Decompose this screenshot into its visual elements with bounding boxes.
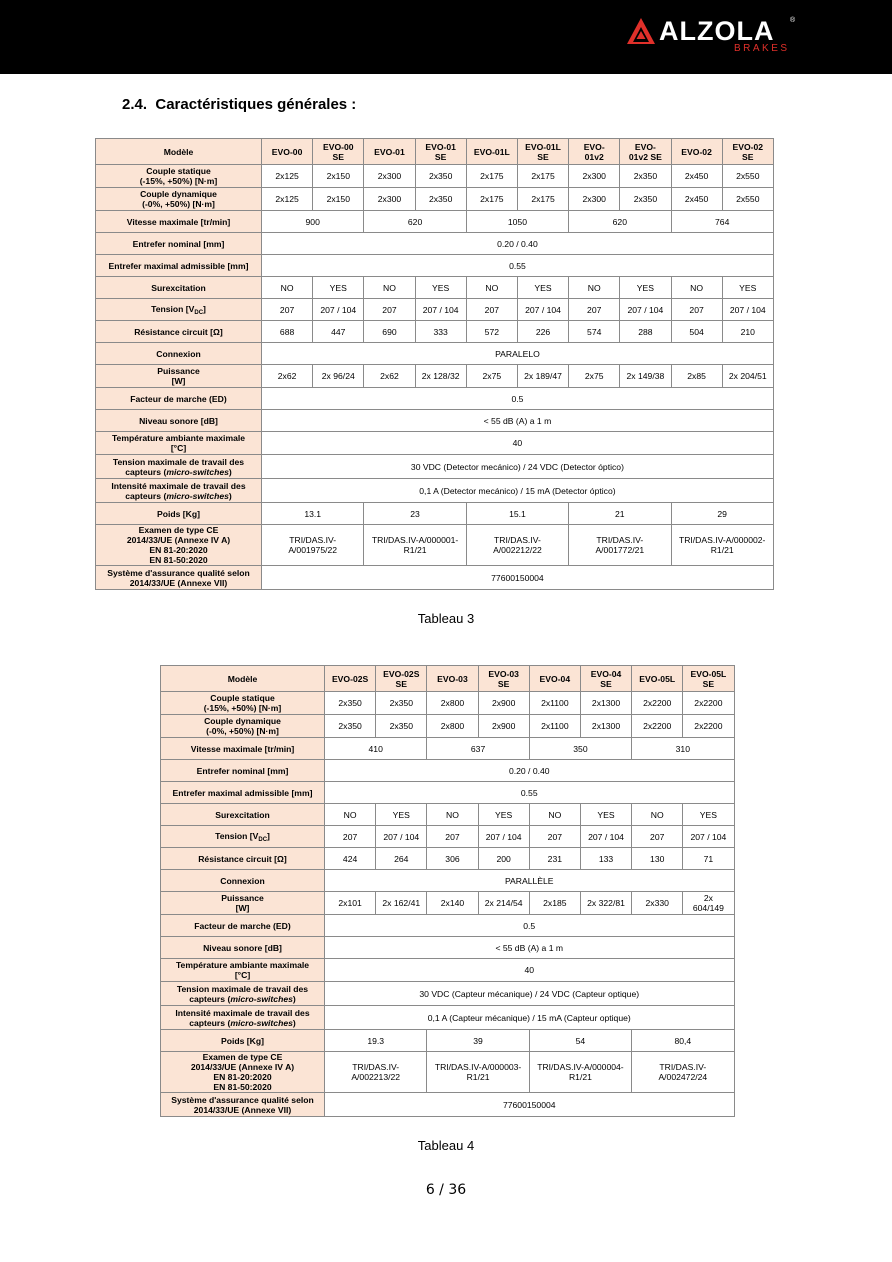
table-row xyxy=(161,782,735,804)
table-cell: 2x185 xyxy=(529,892,580,915)
table-cell: 77600150004 xyxy=(262,566,774,590)
table-row xyxy=(161,848,735,870)
table-cell: 2x175 xyxy=(466,188,517,211)
model-name: EVO-04 xyxy=(529,666,580,692)
model-name: EVO-03 SE xyxy=(478,666,529,692)
table-cell: 30 VDC (Capteur mécanique) / 24 VDC (Capteur optique) xyxy=(325,982,735,1006)
section-number: 2.4. xyxy=(122,96,148,113)
table-row xyxy=(161,738,735,760)
header-row xyxy=(161,666,735,692)
table-cell: 2x 214/54 xyxy=(478,892,529,915)
table-cell: 574 xyxy=(569,321,620,343)
row-label: Poids [Kg] xyxy=(161,1030,325,1052)
table-cell: 764 xyxy=(671,211,773,233)
model-name: EVO-05L xyxy=(632,666,683,692)
table-cell: 2x350 xyxy=(415,188,466,211)
table-cell: 2x2200 xyxy=(683,715,734,738)
table-4-caption: Tableau 4 xyxy=(417,1138,475,1153)
model-header: Modèle xyxy=(161,666,325,692)
section-heading xyxy=(122,96,356,113)
row-label: Résistance circuit [Ω] xyxy=(161,848,325,870)
table-cell: YES xyxy=(620,277,671,299)
model-name: EVO-00 SE xyxy=(313,139,364,165)
row-label: Température ambiante maximale [°C] xyxy=(96,432,262,455)
row-label: Intensité maximale de travail des capteurs (micro-switches) xyxy=(161,1006,325,1030)
table-row xyxy=(161,892,735,915)
logo-triangle-icon xyxy=(627,18,655,44)
table-cell: YES xyxy=(580,804,631,826)
table-cell: 207 / 104 xyxy=(415,299,466,321)
table-cell: 2x62 xyxy=(262,365,313,388)
table-cell: 207 xyxy=(427,826,478,848)
table-row xyxy=(161,1093,735,1117)
table-cell: 2x550 xyxy=(722,188,773,211)
table-cell: 2x800 xyxy=(427,715,478,738)
row-label: Couple dynamique (-0%, +50%) [N·m] xyxy=(96,188,262,211)
table-cell: 2x450 xyxy=(671,188,722,211)
table-cell: 2x175 xyxy=(517,165,568,188)
table-row xyxy=(161,915,735,937)
table-cell: PARALELO xyxy=(262,343,774,365)
table-cell: 2x140 xyxy=(427,892,478,915)
table-cell: 231 xyxy=(529,848,580,870)
table-cell: 2x800 xyxy=(427,692,478,715)
spec-table-4 xyxy=(160,665,735,1117)
model-name: EVO- 01v2 SE xyxy=(620,139,671,165)
table-cell: 2x900 xyxy=(478,715,529,738)
row-label: Température ambiante maximale [°C] xyxy=(161,959,325,982)
header-row xyxy=(96,139,774,165)
table-row xyxy=(161,870,735,892)
table-cell: 207 xyxy=(529,826,580,848)
table-cell: 207 xyxy=(262,299,313,321)
table-cell: TRI/DAS.IV- A/002212/22 xyxy=(466,525,568,566)
table-cell: PARALLÈLE xyxy=(325,870,735,892)
table-cell: 2x 322/81 xyxy=(580,892,631,915)
table-row xyxy=(161,1052,735,1093)
table-cell: 207 / 104 xyxy=(313,299,364,321)
row-label: Entrefer nominal [mm] xyxy=(161,760,325,782)
table-cell: 2x150 xyxy=(313,165,364,188)
table-cell: 2x175 xyxy=(466,165,517,188)
table-cell: 200 xyxy=(478,848,529,870)
table-cell: 2x2200 xyxy=(632,715,683,738)
table-cell: < 55 dB (A) a 1 m xyxy=(325,937,735,959)
table-cell: 2x 128/32 xyxy=(415,365,466,388)
table-cell: 0,1 A (Capteur mécanique) / 15 mA (Capteur optique) xyxy=(325,1006,735,1030)
row-label: Niveau sonore [dB] xyxy=(96,410,262,432)
model-name: EVO-01L xyxy=(466,139,517,165)
table-cell: 207 xyxy=(569,299,620,321)
table-cell: 15.1 xyxy=(466,503,568,525)
table-row xyxy=(161,760,735,782)
row-label: Vitesse maximale [tr/min] xyxy=(96,211,262,233)
table-cell: 0.55 xyxy=(262,255,774,277)
row-label: Surexcitation xyxy=(161,804,325,826)
table-cell: 350 xyxy=(529,738,631,760)
table-cell: TRI/DAS.IV-A/000004- R1/21 xyxy=(529,1052,631,1093)
table-cell: NO xyxy=(364,277,415,299)
row-label: Couple dynamique (-0%, +50%) [N·m] xyxy=(161,715,325,738)
table-cell: 207 / 104 xyxy=(580,826,631,848)
row-label: Entrefer maximal admissible [mm] xyxy=(96,255,262,277)
model-name: EVO-04 SE xyxy=(580,666,631,692)
brand-name: ALZOLA xyxy=(659,16,775,46)
table-cell: 71 xyxy=(683,848,734,870)
table-cell: YES xyxy=(517,277,568,299)
table-cell: 572 xyxy=(466,321,517,343)
section-title: Caractéristiques générales : xyxy=(155,96,357,113)
row-label: Puissance [W] xyxy=(161,892,325,915)
table-cell: 2x1300 xyxy=(580,692,631,715)
table-cell: 1050 xyxy=(466,211,568,233)
table-cell: TRI/DAS.IV-A/000003- R1/21 xyxy=(427,1052,529,1093)
row-label: Tension $[V_{DC}]$ xyxy=(96,299,262,321)
row-label: Examen de type CE 2014/33/UE (Annexe IV A) EN 81-20:2020 EN 81-50:2020 xyxy=(96,525,262,566)
table-cell: 80,4 xyxy=(632,1030,734,1052)
row-label: Tension maximale de travail des capteurs (micro-switches) xyxy=(161,982,325,1006)
row-label: Couple statique (-15%, +50%) [N·m] xyxy=(161,692,325,715)
table-cell: 2x350 xyxy=(415,165,466,188)
model-name: EVO-01 SE xyxy=(415,139,466,165)
row-label: Puissance [W] xyxy=(96,365,262,388)
table-row xyxy=(96,525,774,566)
spec-table-3 xyxy=(95,138,774,590)
table-cell: 0.55 xyxy=(325,782,735,804)
table-cell: 333 xyxy=(415,321,466,343)
table-row xyxy=(96,455,774,479)
table-row xyxy=(161,1006,735,1030)
table-cell: 2x125 xyxy=(262,188,313,211)
table-cell: YES xyxy=(478,804,529,826)
table-row xyxy=(96,233,774,255)
table-row xyxy=(96,410,774,432)
table-cell: 2x900 xyxy=(478,692,529,715)
table-row xyxy=(96,277,774,299)
table-cell: 504 xyxy=(671,321,722,343)
table-cell: 0.20 / 0.40 xyxy=(262,233,774,255)
table-cell: TRI/DAS.IV-A/000001- R1/21 xyxy=(364,525,466,566)
table-cell: 39 xyxy=(427,1030,529,1052)
table-cell: 2x350 xyxy=(620,165,671,188)
row-label: Système d'assurance qualité selon 2014/33/UE (Annexe VII) xyxy=(96,566,262,590)
table-cell: 77600150004 xyxy=(325,1093,735,1117)
row-label: Connexion xyxy=(96,343,262,365)
table-cell: 2x 604/149 xyxy=(683,892,734,915)
model-name: EVO-00 xyxy=(262,139,313,165)
table-cell: 2x300 xyxy=(569,165,620,188)
table-cell: 207 xyxy=(364,299,415,321)
table-cell: 54 xyxy=(529,1030,631,1052)
table-cell: 2x1300 xyxy=(580,715,631,738)
table-cell: 2x550 xyxy=(722,165,773,188)
table-cell: 19.3 xyxy=(325,1030,427,1052)
registered-mark: ® xyxy=(790,17,796,24)
table-cell: 207 / 104 xyxy=(620,299,671,321)
table-cell: NO xyxy=(569,277,620,299)
table-cell: YES xyxy=(313,277,364,299)
table-row xyxy=(96,432,774,455)
row-label: Facteur de marche (ED) xyxy=(96,388,262,410)
table-cell: YES xyxy=(376,804,427,826)
table-cell: 226 xyxy=(517,321,568,343)
table-cell: 207 / 104 xyxy=(722,299,773,321)
table-row xyxy=(161,959,735,982)
table-cell: TRI/DAS.IV- A/002472/24 xyxy=(632,1052,734,1093)
table-cell: 13.1 xyxy=(262,503,364,525)
table-cell: 2x 189/47 xyxy=(517,365,568,388)
model-name: EVO-03 xyxy=(427,666,478,692)
table-cell: 310 xyxy=(632,738,734,760)
table-row xyxy=(161,692,735,715)
table-cell: 424 xyxy=(325,848,376,870)
table-cell: TRI/DAS.IV-A/000002- R1/21 xyxy=(671,525,773,566)
table-cell: 2x125 xyxy=(262,165,313,188)
table-cell: 2x 204/51 xyxy=(722,365,773,388)
table-cell: < 55 dB (A) a 1 m xyxy=(262,410,774,432)
model-name: EVO-02 xyxy=(671,139,722,165)
table-cell: 2x350 xyxy=(325,692,376,715)
table-row xyxy=(161,715,735,738)
table-cell: NO xyxy=(325,804,376,826)
table-cell: 23 xyxy=(364,503,466,525)
header-bar xyxy=(0,0,892,74)
row-label: Système d'assurance qualité selon 2014/33/UE (Annexe VII) xyxy=(161,1093,325,1117)
table-cell: NO xyxy=(671,277,722,299)
row-label: Résistance circuit [Ω] xyxy=(96,321,262,343)
table-3-caption: Tableau 3 xyxy=(417,611,475,626)
row-label: Poids [Kg] xyxy=(96,503,262,525)
row-label: Surexcitation xyxy=(96,277,262,299)
table-cell: 620 xyxy=(364,211,466,233)
brand-tagline: BRAKES xyxy=(734,43,790,54)
table-cell: 40 xyxy=(325,959,735,982)
brand-logo xyxy=(627,17,799,59)
table-cell: 688 xyxy=(262,321,313,343)
table-cell: 2x1100 xyxy=(529,692,580,715)
table-cell: YES xyxy=(722,277,773,299)
table-cell: NO xyxy=(529,804,580,826)
model-header: Modèle xyxy=(96,139,262,165)
table-row xyxy=(96,503,774,525)
table-row xyxy=(96,255,774,277)
model-name: EVO- 01v2 xyxy=(569,139,620,165)
table-cell: 133 xyxy=(580,848,631,870)
row-label: Couple statique (-15%, +50%) [N·m] xyxy=(96,165,262,188)
table-cell: 2x300 xyxy=(364,165,415,188)
table-cell: 207 / 104 xyxy=(478,826,529,848)
table-cell: 207 xyxy=(671,299,722,321)
table-cell: 0.5 xyxy=(325,915,735,937)
table-cell: 2x1100 xyxy=(529,715,580,738)
table-cell: 447 xyxy=(313,321,364,343)
table-row xyxy=(161,1030,735,1052)
row-label: Vitesse maximale [tr/min] xyxy=(161,738,325,760)
table-cell: 288 xyxy=(620,321,671,343)
model-name: EVO-02S SE xyxy=(376,666,427,692)
table-row xyxy=(96,479,774,503)
model-name: EVO-02 SE xyxy=(722,139,773,165)
table-cell: 0,1 A (Detector mecánico) / 15 mA (Detector óptico) xyxy=(262,479,774,503)
table-cell: NO xyxy=(466,277,517,299)
table-cell: NO xyxy=(427,804,478,826)
table-cell: TRI/DAS.IV- A/002213/22 xyxy=(325,1052,427,1093)
table-cell: 690 xyxy=(364,321,415,343)
table-cell: 2x2200 xyxy=(683,692,734,715)
table-row xyxy=(96,299,774,321)
table-row xyxy=(161,937,735,959)
table-cell: 0.20 / 0.40 xyxy=(325,760,735,782)
table-cell: NO xyxy=(262,277,313,299)
table-cell: 2x75 xyxy=(569,365,620,388)
table-cell: 207 xyxy=(632,826,683,848)
table-cell: 0.5 xyxy=(262,388,774,410)
table-cell: 2x300 xyxy=(569,188,620,211)
table-cell: 2x75 xyxy=(466,365,517,388)
table-cell: 207 xyxy=(466,299,517,321)
model-name: EVO-05L SE xyxy=(683,666,734,692)
table-cell: 207 / 104 xyxy=(517,299,568,321)
table-row xyxy=(96,188,774,211)
table-cell: 620 xyxy=(569,211,671,233)
table-row xyxy=(96,343,774,365)
table-cell: 2x150 xyxy=(313,188,364,211)
page-number: 6 / 36 xyxy=(425,1182,467,1198)
model-name: EVO-01L SE xyxy=(517,139,568,165)
table-cell: 306 xyxy=(427,848,478,870)
table-cell: 2x350 xyxy=(620,188,671,211)
table-cell: 30 VDC (Detector mecánico) / 24 VDC (Detector óptico) xyxy=(262,455,774,479)
table-cell: 2x2200 xyxy=(632,692,683,715)
table-cell: 2x175 xyxy=(517,188,568,211)
table-cell: 637 xyxy=(427,738,529,760)
table-cell: 2x350 xyxy=(325,715,376,738)
table-cell: TRI/DAS.IV- A/001975/22 xyxy=(262,525,364,566)
row-label: Niveau sonore [dB] xyxy=(161,937,325,959)
table-cell: 2x350 xyxy=(376,692,427,715)
table-cell: YES xyxy=(683,804,734,826)
table-cell: 264 xyxy=(376,848,427,870)
table-cell: 2x450 xyxy=(671,165,722,188)
table-row xyxy=(96,321,774,343)
table-cell: 2x350 xyxy=(376,715,427,738)
table-cell: 207 xyxy=(325,826,376,848)
table-cell: 410 xyxy=(325,738,427,760)
table-row xyxy=(161,804,735,826)
table-row xyxy=(161,982,735,1006)
table-row xyxy=(96,365,774,388)
row-label: Entrefer maximal admissible [mm] xyxy=(161,782,325,804)
table-cell: 2x300 xyxy=(364,188,415,211)
row-label: Entrefer nominal [mm] xyxy=(96,233,262,255)
table-cell: 210 xyxy=(722,321,773,343)
row-label: Intensité maximale de travail des capteurs (micro-switches) xyxy=(96,479,262,503)
table-row xyxy=(96,388,774,410)
row-label: Tension $[V_{DC}]$ xyxy=(161,826,325,848)
model-name: EVO-01 xyxy=(364,139,415,165)
table-cell: 2x 162/41 xyxy=(376,892,427,915)
table-row xyxy=(161,826,735,848)
table-cell: YES xyxy=(415,277,466,299)
table-cell: 2x330 xyxy=(632,892,683,915)
table-cell: 21 xyxy=(569,503,671,525)
row-label: Tension maximale de travail des capteurs (micro-switches) xyxy=(96,455,262,479)
table-cell: 900 xyxy=(262,211,364,233)
table-cell: 40 xyxy=(262,432,774,455)
table-cell: 130 xyxy=(632,848,683,870)
table-cell: TRI/DAS.IV- A/001772/21 xyxy=(569,525,671,566)
table-row xyxy=(96,211,774,233)
table-cell: 2x62 xyxy=(364,365,415,388)
row-label: Examen de type CE 2014/33/UE (Annexe IV A) EN 81-20:2020 EN 81-50:2020 xyxy=(161,1052,325,1093)
row-label: Facteur de marche (ED) xyxy=(161,915,325,937)
table-cell: NO xyxy=(632,804,683,826)
table-cell: 29 xyxy=(671,503,773,525)
table-row xyxy=(96,566,774,590)
table-cell: 2x 149/38 xyxy=(620,365,671,388)
table-row xyxy=(96,165,774,188)
table-cell: 2x101 xyxy=(325,892,376,915)
row-label: Connexion xyxy=(161,870,325,892)
table-cell: 2x85 xyxy=(671,365,722,388)
model-name: EVO-02S xyxy=(325,666,376,692)
table-cell: 207 / 104 xyxy=(376,826,427,848)
table-cell: 2x 96/24 xyxy=(313,365,364,388)
table-cell: 207 / 104 xyxy=(683,826,734,848)
